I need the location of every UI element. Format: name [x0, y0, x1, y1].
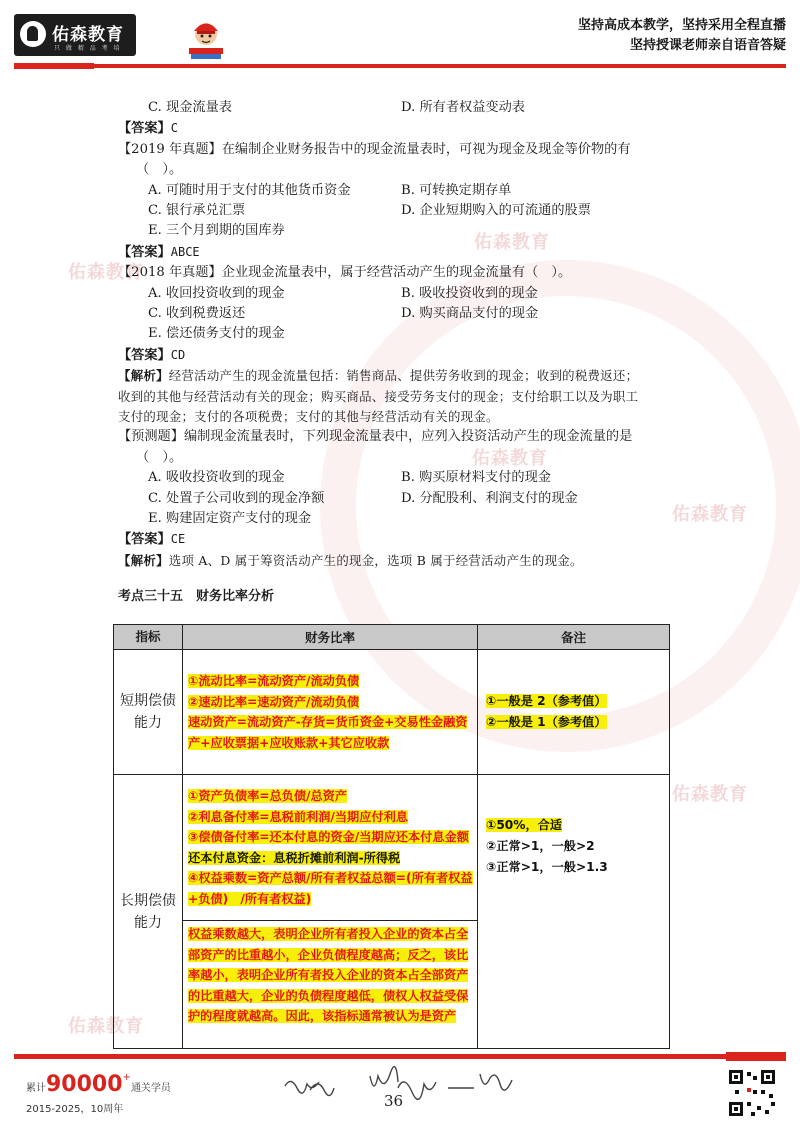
answer-value: ABCE — [170, 244, 200, 259]
section-title: 考点三十五 财务比率分析 — [118, 589, 275, 605]
header-slogan-line-1: 坚持高成本教学，坚持采用全程直播 — [577, 18, 786, 33]
note-cell — [478, 650, 670, 775]
answer-line — [118, 529, 688, 550]
option-c: C. 银行承兑汇票 — [148, 203, 246, 218]
answer-line — [118, 345, 688, 366]
answer-value: CD — [170, 347, 186, 362]
option-row — [118, 489, 688, 509]
question-stem — [118, 140, 688, 160]
option-e: E. 偿还债务支付的现金 — [148, 326, 285, 342]
question-tag: 【2019 年真题】 — [118, 141, 222, 157]
page-number: 36 — [384, 1092, 404, 1110]
option-row — [118, 284, 688, 304]
answer-tag: 【答案】 — [118, 532, 171, 548]
answer-value: CE — [170, 532, 186, 547]
note-cell — [478, 775, 670, 1049]
qr-code-icon[interactable] — [727, 1068, 777, 1118]
table-header-ratio: 财务比率 — [183, 625, 478, 650]
table-header-note: 备注 — [478, 625, 670, 650]
answer-value: C — [170, 121, 178, 136]
ratio-debt-service-coverage: ③偿债备付率=还本付息的资金/当期应还本付息金额 — [188, 830, 469, 844]
watermark: 佑森教育 — [472, 448, 548, 469]
option-b: B. 购买原材料支付的现金 — [401, 470, 551, 486]
count-suffix: 通关学员 — [130, 1083, 171, 1094]
option-e: E. 三个月到期的国库券 — [148, 223, 285, 239]
note-interest-coverage: ②正常>1，一般>2 — [486, 839, 595, 853]
ratio-interest-coverage: ②利息备付率=息税前利润/当期应付利息 — [188, 809, 408, 824]
count-prefix: 累计 — [26, 1083, 46, 1094]
question-stem-text: 企业现金流量表中，属于经营活动产生的现金流量有（ ）。 — [221, 265, 572, 281]
count-number: 90000 — [46, 1072, 123, 1097]
option-d: D. 分配股利、利润支付的现金 — [401, 490, 578, 506]
question-stem-text: 编制现金流量表时，下列现金流量表中，应列入投资活动产生的现金流量的是 — [183, 429, 633, 445]
table-header-indicator: 指标 — [114, 625, 183, 650]
option-a: A. 可随时用于支付的其他货币资金 — [148, 182, 351, 198]
question-stem-text: 在编制企业财务报告中的现金流量表时，可视为现金及现金等价物的有 — [221, 141, 631, 157]
header-slogan-line-2: 坚持授课老师亲自语音答疑 — [629, 38, 786, 53]
question-blank: （ ）。 — [136, 449, 183, 465]
option-c: C. 收到税费返还 — [148, 306, 246, 321]
question-content — [118, 98, 688, 608]
count-plus: + — [122, 1072, 131, 1083]
analysis-text: 选项 A、D 属于筹资活动产生的现金，选项 B 属于经营活动产生的现金。 — [168, 552, 583, 568]
debt-service-funds-definition: 还本付息资金：息税折摊前利润-所得税 — [188, 850, 401, 865]
anniversary-years: 2015-2025，10周年 — [26, 1104, 124, 1115]
footer-divider — [14, 1054, 786, 1059]
student-count — [26, 1072, 171, 1097]
answer-tag: 【答案】 — [118, 244, 171, 260]
option-b: B. 可转换定期存单 — [401, 182, 512, 198]
question-blank: （ ）。 — [136, 162, 183, 178]
table-row-long-term — [114, 775, 670, 921]
answer-line — [118, 242, 688, 263]
logo-slogan: 只 做 精 品 考 培 — [54, 45, 122, 52]
financial-ratio-table — [113, 624, 670, 1049]
option-b: B. 吸收投资收到的现金 — [401, 285, 538, 301]
option-a: A. 收回投资收到的现金 — [148, 285, 285, 301]
option-a: A. 吸收投资收到的现金 — [148, 470, 285, 486]
table-row-short-term — [114, 650, 670, 775]
analysis-text: 收到的其他与经营活动有关的现金；购买商品、接受劳务支付的现金；支付给职工以及为职工 — [118, 388, 639, 404]
option-row — [118, 304, 688, 324]
note-debt-to-asset: ①50%，合适 — [486, 818, 563, 832]
indicator-long-term: 长期偿债能力 — [114, 775, 183, 1049]
analysis-line — [118, 366, 688, 386]
ratio-current: ①流动比率=流动资产/流动负债 — [188, 674, 360, 688]
answer-tag: 【答案】 — [118, 121, 171, 137]
analysis-line — [118, 551, 688, 571]
logo-emblem-icon — [20, 21, 46, 47]
ratio-debt-to-asset: ①资产负债率=总负债/总资产 — [188, 789, 348, 803]
option-d: D. 所有者权益变动表 — [401, 100, 525, 115]
option-d: D. 购买商品支付的现金 — [401, 306, 539, 321]
table-header-row — [114, 625, 670, 650]
analysis-text: 经营活动产生的现金流量包括：销售商品、提供劳务收到的现金；收到的税费返还； — [168, 368, 639, 384]
ratio-cell — [183, 775, 478, 921]
analysis-tag: 【解析】 — [118, 368, 169, 384]
analysis-tag: 【解析】 — [118, 552, 169, 568]
option-row — [118, 98, 688, 118]
indicator-short-term: 短期偿债能力 — [114, 650, 183, 775]
ratio-equity-multiplier: ④权益乘数=资产总额/所有者权益总额=(所有者权益+负债) /所有者权益) — [188, 871, 473, 906]
watermark: 佑森教育 — [68, 1016, 144, 1037]
watermark: 佑森教育 — [672, 504, 748, 525]
answer-line — [118, 118, 688, 139]
option-d: D. 企业短期购入的可流通的股票 — [401, 203, 591, 218]
option-c: C. 现金流量表 — [148, 100, 232, 115]
option-row — [118, 468, 688, 488]
watermark: 佑森教育 — [474, 232, 550, 253]
watermark: 佑森教育 — [672, 784, 748, 805]
handwritten-signature — [280, 1066, 530, 1110]
header-slogan — [578, 16, 786, 56]
question-tag: 【2018 年真题】 — [118, 265, 222, 281]
option-row — [118, 181, 688, 201]
answer-tag: 【答案】 — [118, 347, 171, 363]
option-e: E. 购建固定资产支付的现金 — [148, 511, 312, 527]
ratio-explanation-cell — [183, 921, 478, 1049]
brand-logo — [14, 14, 136, 56]
note-current: ①一般是 2（参考值） — [486, 694, 607, 708]
quick-assets-definition: 速动资产=流动资产-存货=货币资金+交易性金融资产+应收票据+应收账款+其它应收款 — [188, 715, 468, 750]
ratio-cell — [183, 650, 478, 775]
equity-multiplier-explanation: 权益乘数越大，表明企业所有者投入企业的资本占全部资产的比重越小，企业负债程度越高；反之，该比率越小，表明企业所有者投入企业的资本占全部资产的比重越大，企业的负债程度越低，债权人权益受保护的程度就越高。因此，该指标通常被认为是资产 — [188, 927, 469, 1023]
option-row — [118, 201, 688, 221]
question-stem — [118, 427, 688, 447]
mascot-icon — [183, 14, 229, 62]
note-quick: ②一般是 1（参考值） — [486, 715, 607, 729]
question-stem — [118, 263, 688, 283]
question-tag: 【预测题】 — [118, 429, 184, 445]
logo-text: 佑森教育 — [52, 25, 124, 45]
watermark: 佑森教育 — [68, 262, 144, 283]
analysis-text: 支付的现金；支付的各项税费；支付的其他与经营活动有关的现金。 — [118, 409, 499, 425]
header-divider — [14, 64, 786, 68]
note-debt-service-coverage: ③正常>1，一般>1.3 — [486, 860, 608, 874]
option-c: C. 处置子公司收到的现金净额 — [148, 490, 325, 506]
ratio-quick: ②速动比率=速动资产/流动负债 — [188, 694, 360, 709]
